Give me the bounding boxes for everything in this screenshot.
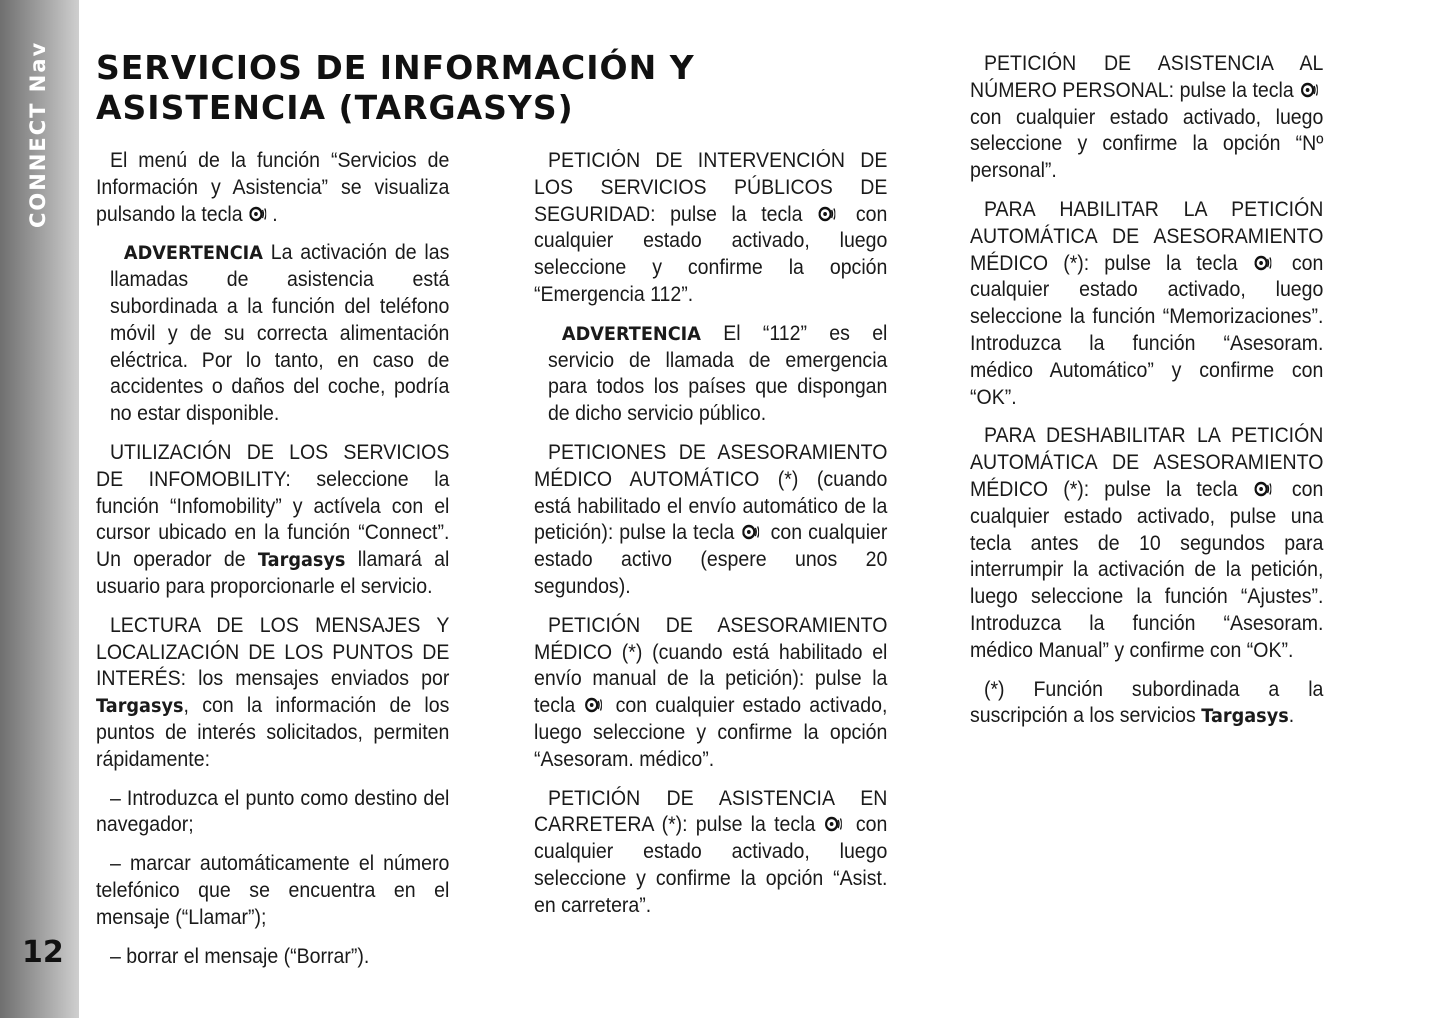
assistance-key-icon bbox=[250, 205, 267, 223]
assistance-key-icon bbox=[819, 205, 836, 223]
page-number: 12 bbox=[22, 935, 64, 970]
warning-label: ADVERTENCIA bbox=[123, 242, 263, 265]
assistance-key-icon bbox=[1255, 254, 1272, 272]
paragraph: PETICIÓN DE ASISTENCIA EN CARRETERA (*): pulse la tecla con cualquier estado activado, luego seleccione y confirme la opción “Asist. en carretera”. bbox=[534, 786, 888, 917]
sidebar bbox=[0, 0, 79, 1018]
paragraph: El menú de la función “Servicios de Información y Asistencia” se visualiza pulsando la tecla . bbox=[96, 149, 450, 226]
paragraph: PARA HABILITAR LA PETICIÓN AUTOMÁTICA DE ASESORAMIENTO MÉDICO (*): pulse la tecla con cualquier estado activado, luego seleccione la función “Memorizaciones”. Introduzca la función “Asesoram. médico Automático” y confirme con “OK”. bbox=[970, 197, 1324, 409]
column-2 bbox=[534, 148, 887, 932]
paragraph: PETICIONES DE ASESORAMIENTO MÉDICO AUTOMÁTICO (*) (cuando está habilitado el envío automático de la petición): pulse la tecla con cualquier estado activo (espere unos 20 segundos). bbox=[534, 440, 888, 598]
paragraph: LECTURA DE LOS MENSAJES Y LOCALIZACIÓN DE LOS PUNTOS DE INTERÉS: los mensajes enviados por Targasys, con la información de los puntos de interés solicitados, permiten rápidamente: bbox=[96, 613, 450, 771]
assistance-key-icon bbox=[585, 696, 602, 714]
page-title: SERVICIOS DE INFORMACIÓN Y ASISTENCIA (TARGASYS) bbox=[96, 48, 695, 127]
brand-name: Targasys bbox=[257, 549, 346, 572]
warning-label: ADVERTENCIA bbox=[561, 322, 701, 345]
brand-name: Targasys bbox=[1201, 705, 1289, 728]
assistance-key-icon bbox=[1255, 480, 1272, 498]
paragraph: PETICIÓN DE INTERVENCIÓN DE LOS SERVICIOS PÚBLICOS DE SEGURIDAD: pulse la tecla con cualquier estado activado, luego seleccione y confirme la opción “Emergencia 112”. bbox=[534, 149, 888, 306]
column-1 bbox=[96, 148, 449, 982]
paragraph: PETICIÓN DE ASESORAMIENTO MÉDICO (*) (cuando está habilitado el envío manual de la petición): pulse la tecla con cualquier estado activado, luego seleccione y confirme la opción “Asesoram. médico”. bbox=[534, 613, 888, 771]
paragraph: UTILIZACIÓN DE LOS SERVICIOS DE INFOMOBILITY: seleccione la función “Infomobility” y actívela con el cursor ubicado en la función “Connect”. Un operador de Targasys llamará al usuario para proporcionarle el servicio. bbox=[96, 440, 450, 598]
footnote: (*) Función subordinada a la suscripción a los servicios Targasys. bbox=[970, 677, 1324, 728]
section-label: CONNECT Nav bbox=[26, 40, 50, 228]
assistance-key-icon bbox=[1301, 81, 1318, 99]
column-3 bbox=[970, 51, 1323, 742]
list-item: – borrar el mensaje (“Borrar”). bbox=[109, 944, 370, 968]
assistance-key-icon bbox=[742, 523, 759, 541]
paragraph: PETICIÓN DE ASISTENCIA AL NÚMERO PERSONAL: pulse la tecla con cualquier estado activado, luego seleccione y confirme la opción “Nº personal”. bbox=[970, 52, 1324, 183]
warning-paragraph: ADVERTENCIA La activación de las llamadas de asistencia está subordinada a la función del teléfono móvil y de su correcta alimentación eléctrica. Por lo tanto, en caso de accidentes o daños del coche, podría no estar disponible. bbox=[109, 241, 450, 426]
warning-paragraph: ADVERTENCIA El “112” es el servicio de llamada de emergencia para todos los países que dispongan de dicho servicio público. bbox=[547, 321, 888, 426]
list-item: – Introduzca el punto como destino del navegador; bbox=[96, 786, 450, 837]
paragraph: PARA DESHABILITAR LA PETICIÓN AUTOMÁTICA DE ASESORAMIENTO MÉDICO (*): pulse la tecla con cualquier estado activado, pulse una tecla antes de 10 segundos para interrumpir la activación de la petición, luego seleccione la función “Ajustes”. Introduzca la función “Asesoram. médico Manual” y confirme con “OK”. bbox=[970, 424, 1324, 662]
list-item: – marcar automáticamente el número telefónico que se encuentra en el mensaje (“Llamar”); bbox=[96, 852, 450, 929]
assistance-key-icon bbox=[825, 815, 842, 833]
brand-name: Targasys bbox=[96, 695, 184, 718]
